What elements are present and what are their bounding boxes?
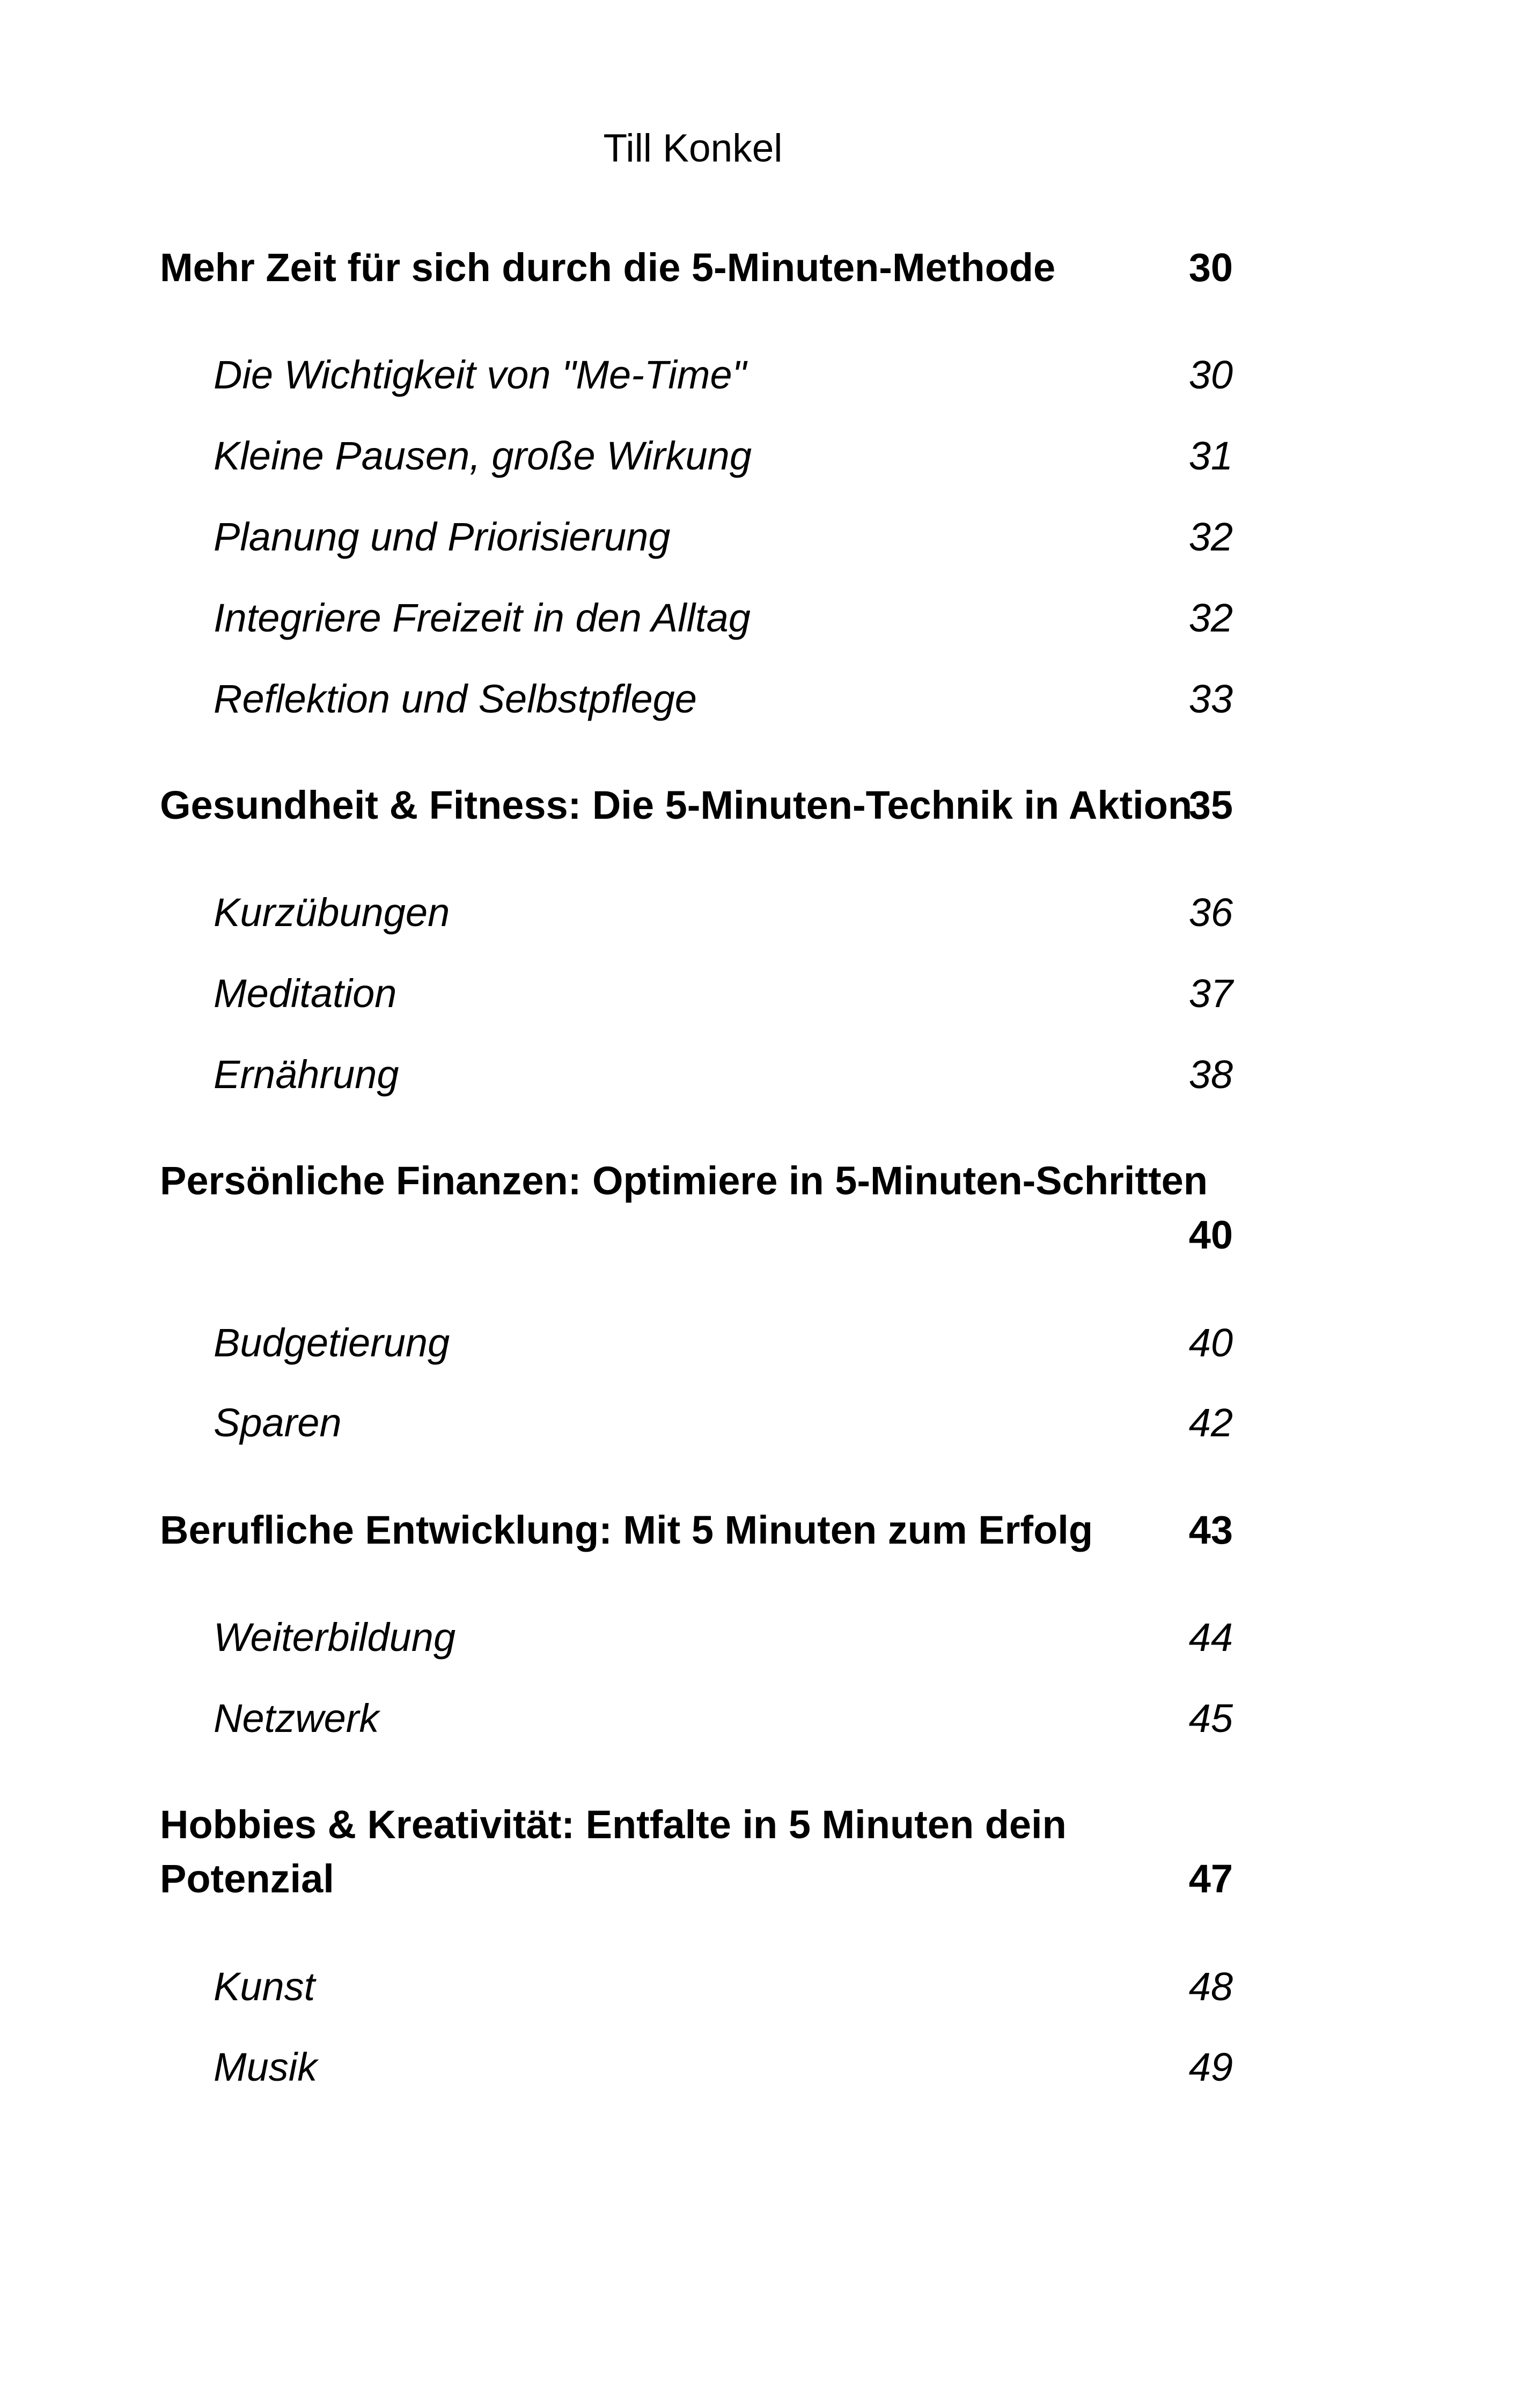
toc-entry-page: 44 <box>1188 1615 1233 1660</box>
toc-entry-title: Kleine Pausen, große Wirkung <box>214 434 752 478</box>
toc-entry-page: 38 <box>1188 1052 1233 1097</box>
toc-entry-title: Gesundheit & Fitness: Die 5-Minuten-Technik in Aktion <box>160 783 1193 827</box>
toc-entry-page: 36 <box>1188 890 1233 935</box>
toc-entry-title: Netzwerk <box>214 1696 379 1741</box>
toc-entry-title: Hobbies & Kreativität: Entfalte in 5 Minuten dein Potenzial <box>160 1802 1067 1901</box>
toc-entry-page: 45 <box>1188 1696 1233 1741</box>
toc-entry-title: Ernährung <box>214 1052 399 1097</box>
toc-entry-title: Reflektion und Selbstpflege <box>214 677 697 721</box>
toc-entry-title: Weiterbildung <box>214 1615 456 1660</box>
toc-entry-page: 47 <box>1188 1856 1233 1901</box>
toc-entry-title: Musik <box>214 2045 318 2089</box>
toc-entry-page: 33 <box>1188 677 1233 721</box>
toc-entry-title: Sparen <box>214 1400 342 1445</box>
toc-entry-title: Budgetierung <box>214 1320 450 1365</box>
toc-entry-page: 49 <box>1188 2045 1233 2089</box>
toc-entry-title: Meditation <box>214 971 397 1016</box>
toc-entry-title: Berufliche Entwicklung: Mit 5 Minuten zum Erfolg <box>160 1508 1093 1552</box>
toc-entry-page: 40 <box>1188 1320 1233 1365</box>
toc-entry-page: 32 <box>1188 515 1233 559</box>
toc-entry-page: 40 <box>1188 1213 1233 1257</box>
running-header: Till Konkel <box>603 127 783 170</box>
toc-entry-page: 37 <box>1188 971 1233 1016</box>
toc-entry-title: Integriere Freizeit in den Alltag <box>214 596 751 640</box>
toc-entry-title: Planung und Priorisierung <box>214 515 671 559</box>
toc-entry-page: 43 <box>1188 1508 1233 1552</box>
toc-entry-title: Die Wichtigkeit von "Me-Time" <box>214 353 746 397</box>
toc-entry-page: 48 <box>1188 1964 1233 2009</box>
toc-entry-page: 42 <box>1188 1400 1233 1445</box>
toc-entry-title: Kurzübungen <box>214 890 450 935</box>
toc-entry-page: 35 <box>1188 783 1233 827</box>
toc-entry-page: 31 <box>1188 434 1233 478</box>
toc-entry-page: 30 <box>1188 245 1233 290</box>
toc-entry-title: Persönliche Finanzen: Optimiere in 5-Minuten-Schritten <box>160 1158 1208 1203</box>
toc-entry-title: Mehr Zeit für sich durch die 5-Minuten-Methode <box>160 245 1056 290</box>
toc-entry-title: Kunst <box>214 1964 315 2009</box>
toc-entry-page: 30 <box>1188 353 1233 397</box>
toc-entry-page: 32 <box>1188 596 1233 640</box>
